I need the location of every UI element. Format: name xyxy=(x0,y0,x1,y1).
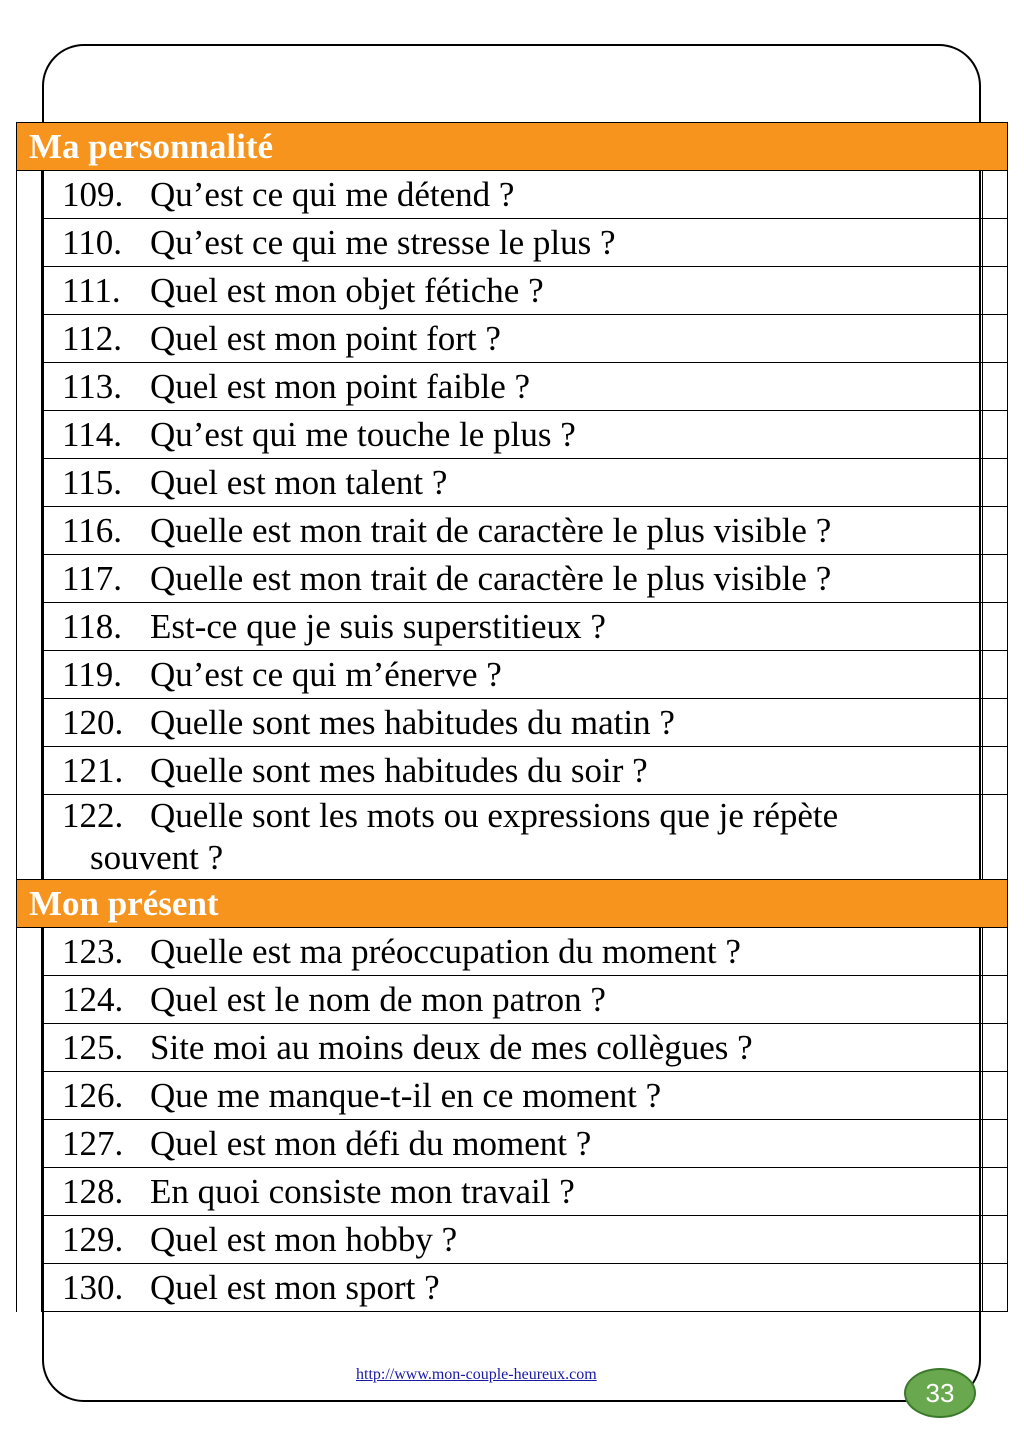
question-text: Quelle sont mes habitudes du matin ? xyxy=(150,702,675,742)
row-margin-left xyxy=(17,411,42,459)
row-margin-left xyxy=(17,1120,42,1168)
row-margin-left xyxy=(17,555,42,603)
question-cell xyxy=(42,507,983,555)
question-number: 118. xyxy=(62,606,122,646)
question-number: 120. xyxy=(62,702,124,742)
question-row xyxy=(17,507,1008,555)
question-number: 123. xyxy=(62,931,124,971)
question-row xyxy=(17,363,1008,411)
question-row xyxy=(17,1264,1008,1312)
row-margin-right xyxy=(983,363,1008,411)
question-cell xyxy=(42,1024,983,1072)
question-cell xyxy=(42,363,983,411)
row-margin-right xyxy=(983,976,1008,1024)
question-text: Qu’est ce qui m’énerve ? xyxy=(150,654,502,694)
question-row xyxy=(17,315,1008,363)
section-title: Ma personnalité xyxy=(17,123,1008,171)
question-text: Quelle est mon trait de caractère le plus visible ? xyxy=(150,510,832,550)
row-margin-right xyxy=(983,651,1008,699)
row-margin-right xyxy=(983,1216,1008,1264)
question-text: Est-ce que je suis superstitieux ? xyxy=(150,606,606,646)
row-margin-right xyxy=(983,267,1008,315)
question-cell xyxy=(42,411,983,459)
question-row xyxy=(17,1072,1008,1120)
question-row xyxy=(17,459,1008,507)
row-margin-left xyxy=(17,603,42,651)
question-row xyxy=(17,651,1008,699)
question-number: 109. xyxy=(62,174,124,214)
question-row xyxy=(17,1168,1008,1216)
question-number: 116. xyxy=(62,510,122,550)
row-margin-right xyxy=(983,1264,1008,1312)
row-margin-left xyxy=(17,795,42,880)
question-cell xyxy=(42,1072,983,1120)
row-margin-left xyxy=(17,1072,42,1120)
question-cell xyxy=(42,315,983,363)
row-margin-right xyxy=(983,603,1008,651)
row-margin-left xyxy=(17,699,42,747)
row-margin-left xyxy=(17,267,42,315)
question-cell xyxy=(42,603,983,651)
question-text: En quoi consiste mon travail ? xyxy=(150,1171,575,1211)
question-row xyxy=(17,976,1008,1024)
question-number: 113. xyxy=(62,366,122,406)
row-margin-left xyxy=(17,219,42,267)
page-number-badge: 33 xyxy=(904,1368,976,1418)
question-text: Quel est mon hobby ? xyxy=(150,1219,458,1259)
question-text-continuation: souvent ? xyxy=(90,838,224,877)
question-text: Qu’est qui me touche le plus ? xyxy=(150,414,576,454)
row-margin-right xyxy=(983,1072,1008,1120)
question-cell xyxy=(42,459,983,507)
question-cell xyxy=(42,171,983,219)
section-title: Mon présent xyxy=(17,880,1008,928)
row-margin-left xyxy=(17,171,42,219)
question-cell xyxy=(42,795,983,880)
question-number: 129. xyxy=(62,1219,124,1259)
question-row xyxy=(17,411,1008,459)
section-header xyxy=(17,880,1008,928)
question-text: Quelle sont les mots ou expressions que je répète xyxy=(150,796,839,835)
question-text: Quelle est mon trait de caractère le plus visible ? xyxy=(150,558,832,598)
question-text: Quel est le nom de mon patron ? xyxy=(150,979,606,1019)
row-margin-left xyxy=(17,315,42,363)
question-cell xyxy=(42,699,983,747)
row-margin-right xyxy=(983,459,1008,507)
question-text: Quel est mon talent ? xyxy=(150,462,448,502)
question-text: Quel est mon point faible ? xyxy=(150,366,531,406)
row-margin-left xyxy=(17,1024,42,1072)
row-margin-left xyxy=(17,976,42,1024)
row-margin-left xyxy=(17,1168,42,1216)
row-margin-right xyxy=(983,699,1008,747)
question-text: Que me manque-t-il en ce moment ? xyxy=(150,1075,662,1115)
question-row xyxy=(17,1120,1008,1168)
row-margin-right xyxy=(983,1168,1008,1216)
row-margin-left xyxy=(17,747,42,795)
question-number: 125. xyxy=(62,1027,124,1067)
question-cell xyxy=(42,1168,983,1216)
question-row xyxy=(17,699,1008,747)
question-text: Quelle sont mes habitudes du soir ? xyxy=(150,750,648,790)
question-number: 130. xyxy=(62,1267,124,1307)
question-cell xyxy=(42,651,983,699)
question-number: 122. xyxy=(62,796,124,835)
question-row xyxy=(17,1216,1008,1264)
question-row xyxy=(17,555,1008,603)
question-row xyxy=(17,795,1008,880)
question-row xyxy=(17,219,1008,267)
question-text: Qu’est ce qui me stresse le plus ? xyxy=(150,222,616,262)
row-margin-left xyxy=(17,363,42,411)
question-number: 128. xyxy=(62,1171,124,1211)
row-margin-left xyxy=(17,459,42,507)
question-cell xyxy=(42,1264,983,1312)
question-row xyxy=(17,1024,1008,1072)
question-row xyxy=(17,171,1008,219)
question-cell xyxy=(42,219,983,267)
question-row xyxy=(17,747,1008,795)
question-cell xyxy=(42,976,983,1024)
question-text: Site moi au moins deux de mes collègues ? xyxy=(150,1027,753,1067)
question-number: 111. xyxy=(62,270,121,310)
question-row xyxy=(17,267,1008,315)
row-margin-right xyxy=(983,315,1008,363)
section-header xyxy=(17,123,1008,171)
question-row xyxy=(17,928,1008,976)
row-margin-left xyxy=(17,928,42,976)
question-number: 121. xyxy=(62,750,124,790)
question-number: 124. xyxy=(62,979,124,1019)
question-text: Quel est mon objet fétiche ? xyxy=(150,270,544,310)
row-margin-left xyxy=(17,651,42,699)
row-margin-right xyxy=(983,795,1008,880)
question-text: Quel est mon défi du moment ? xyxy=(150,1123,592,1163)
row-margin-right xyxy=(983,507,1008,555)
footer-link[interactable]: http://www.mon-couple-heureux.com xyxy=(356,1366,597,1383)
row-margin-left xyxy=(17,1216,42,1264)
question-text: Quel est mon sport ? xyxy=(150,1267,440,1307)
row-margin-right xyxy=(983,171,1008,219)
question-cell xyxy=(42,267,983,315)
question-text: Qu’est ce qui me détend ? xyxy=(150,174,515,214)
row-margin-left xyxy=(17,1264,42,1312)
row-margin-left xyxy=(17,507,42,555)
question-number: 112. xyxy=(62,318,122,358)
row-margin-right xyxy=(983,555,1008,603)
row-margin-right xyxy=(983,219,1008,267)
question-number: 126. xyxy=(62,1075,124,1115)
question-number: 115. xyxy=(62,462,122,502)
question-number: 114. xyxy=(62,414,122,454)
question-row xyxy=(17,603,1008,651)
questions-table xyxy=(16,122,1008,1312)
row-margin-right xyxy=(983,1024,1008,1072)
question-cell xyxy=(42,928,983,976)
row-margin-right xyxy=(983,928,1008,976)
question-text: Quel est mon point fort ? xyxy=(150,318,501,358)
row-margin-right xyxy=(983,411,1008,459)
question-cell xyxy=(42,1120,983,1168)
question-number: 110. xyxy=(62,222,122,262)
row-margin-right xyxy=(983,1120,1008,1168)
question-cell xyxy=(42,747,983,795)
question-number: 119. xyxy=(62,654,122,694)
question-number: 127. xyxy=(62,1123,124,1163)
question-cell xyxy=(42,555,983,603)
row-margin-right xyxy=(983,747,1008,795)
question-number: 117. xyxy=(62,558,122,598)
question-text: Quelle est ma préoccupation du moment ? xyxy=(150,931,741,971)
question-cell xyxy=(42,1216,983,1264)
